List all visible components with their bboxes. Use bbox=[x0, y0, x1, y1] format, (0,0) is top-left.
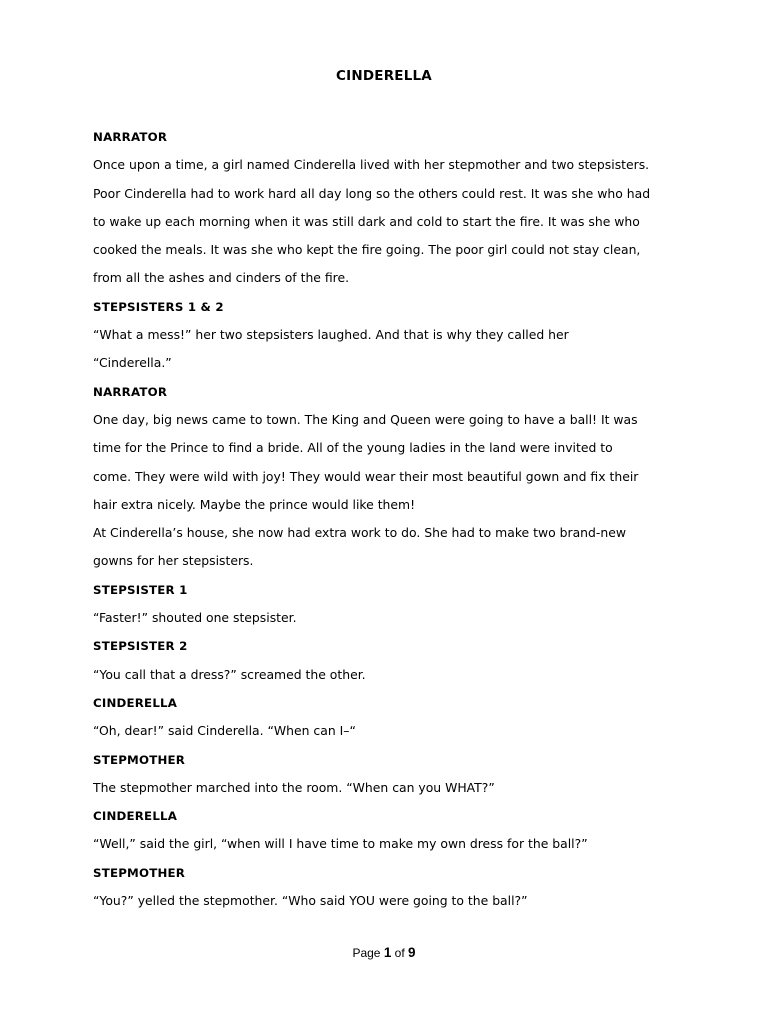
script-line: “Cinderella.” bbox=[93, 355, 172, 371]
speaker-name: STEPSISTERS 1 & 2 bbox=[93, 299, 224, 314]
script-line: come. They were wild with joy! They would wear their most beautiful gown and fix their bbox=[93, 468, 639, 484]
speaker-name: STEPMOTHER bbox=[93, 752, 186, 767]
script-line: hair extra nicely. Maybe the prince would like them! bbox=[93, 496, 416, 512]
total-pages-number: 9 bbox=[408, 945, 416, 960]
script-line: from all the ashes and cinders of the fire. bbox=[93, 270, 350, 286]
script-line: “Faster!” shouted one stepsister. bbox=[93, 610, 297, 626]
document-title: CINDERELLA bbox=[336, 68, 432, 84]
page-footer bbox=[0, 945, 768, 960]
script-line: cooked the meals. It was she who kept the fire going. The poor girl could not stay clean, bbox=[93, 242, 641, 258]
script-line: gowns for her stepsisters. bbox=[93, 553, 254, 569]
of-label: of bbox=[394, 946, 405, 960]
script-line: Once upon a time, a girl named Cinderella lived with her stepmother and two stepsisters. bbox=[93, 157, 650, 173]
script-line: “Oh, dear!” said Cinderella. “When can I–“ bbox=[93, 723, 356, 739]
script-line: time for the Prince to find a bride. All of the young ladies in the land were invited to bbox=[93, 440, 613, 456]
speaker-name: STEPSISTER 1 bbox=[93, 582, 188, 597]
speaker-name: CINDERELLA bbox=[93, 809, 178, 824]
speaker-name: CINDERELLA bbox=[93, 695, 178, 710]
script-line: “Well,” said the girl, “when will I have time to make my own dress for the ball?” bbox=[93, 836, 588, 852]
script-line: Poor Cinderella had to work hard all day long so the others could rest. It was she who had bbox=[93, 185, 651, 201]
speaker-name: STEPSISTER 2 bbox=[93, 639, 188, 654]
speaker-name: NARRATOR bbox=[93, 384, 168, 399]
script-line: “You?” yelled the stepmother. “Who said YOU were going to the ball?” bbox=[93, 893, 528, 909]
script-body bbox=[93, 127, 683, 919]
script-line: One day, big news came to town. The King and Queen were going to have a ball! It was bbox=[93, 411, 638, 427]
script-line: “You call that a dress?” screamed the other. bbox=[93, 666, 366, 682]
current-page-number: 1 bbox=[383, 945, 392, 960]
script-line: The stepmother marched into the room. “When can you WHAT?” bbox=[93, 779, 495, 795]
script-line: “What a mess!” her two stepsisters laughed. And that is why they called her bbox=[93, 327, 569, 343]
script-line: At Cinderella’s house, she now had extra work to do. She had to make two brand-new bbox=[93, 525, 626, 541]
speaker-name: NARRATOR bbox=[93, 130, 168, 144]
script-line: to wake up each morning when it was still dark and cold to start the fire. It was she who bbox=[93, 213, 640, 229]
speaker-name: STEPMOTHER bbox=[93, 865, 186, 880]
page-label: Page bbox=[352, 946, 381, 960]
